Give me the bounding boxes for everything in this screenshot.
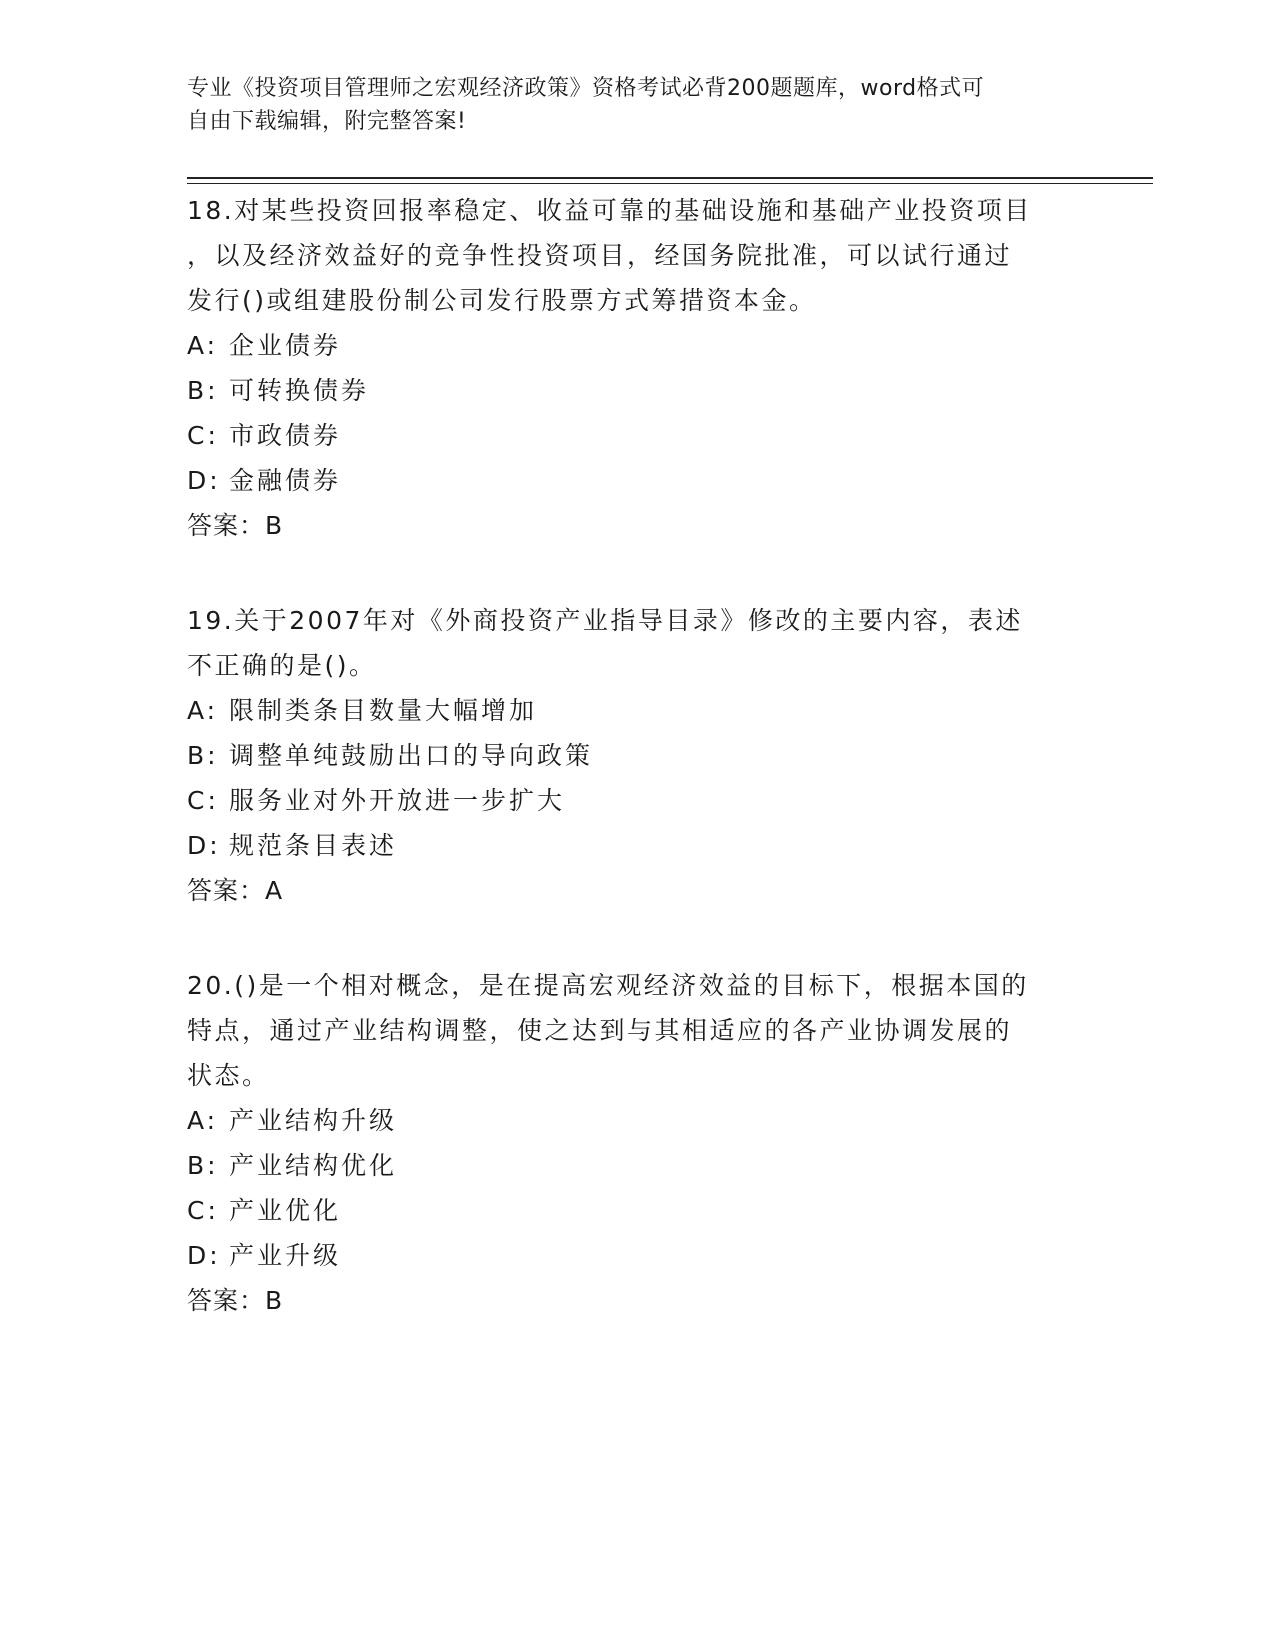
option-b: [187, 733, 1087, 778]
header-rule-thick: [187, 177, 1153, 179]
option-letter: B:: [187, 741, 219, 770]
option-c: [187, 778, 1087, 823]
option-b: [187, 1143, 1087, 1188]
option-letter: B:: [187, 376, 219, 405]
header-line-2: 自由下载编辑，附完整答案!: [187, 109, 467, 134]
option-letter: A:: [187, 1106, 219, 1135]
question-18: [187, 188, 1087, 548]
question-stem-line: 特点，通过产业结构调整，使之达到与其相适应的各产业协调发展的: [187, 1016, 1013, 1045]
option-a: [187, 1098, 1087, 1143]
header-line-1: 专业《投资项目管理师之宏观经济政策》资格考试必背200题题库，word格式可: [187, 76, 985, 101]
question-19: [187, 598, 1087, 913]
header-rule-thin: [187, 183, 1153, 184]
option-a: [187, 323, 1087, 368]
question-stem-line: 发行()或组建股份制公司发行股票方式筹措资本金。: [187, 286, 817, 315]
answer-line: 答案：A: [187, 876, 284, 905]
option-text: 市政债券: [229, 421, 342, 450]
option-d: [187, 458, 1087, 503]
option-text: 金融债券: [229, 466, 342, 495]
option-text: 产业升级: [229, 1241, 342, 1270]
option-text: 产业结构优化: [229, 1151, 398, 1180]
option-a: [187, 688, 1087, 733]
option-letter: C:: [187, 786, 219, 815]
question-stem-line: 状态。: [187, 1061, 270, 1090]
answer-line: 答案：B: [187, 511, 284, 540]
option-letter: D:: [187, 466, 221, 495]
question-stem-line: 20.()是一个相对概念，是在提高宏观经济效益的目标下，根据本国的: [187, 971, 1029, 1000]
option-letter: A:: [187, 331, 219, 360]
option-text: 产业结构升级: [229, 1106, 398, 1135]
question-stem-line: 不正确的是()。: [187, 651, 377, 680]
option-d: [187, 823, 1087, 868]
question-stem-line: 18.对某些投资回报率稳定、收益可靠的基础设施和基础产业投资项目: [187, 196, 1032, 225]
option-letter: C:: [187, 1196, 219, 1225]
option-letter: C:: [187, 421, 219, 450]
option-text: 可转换债券: [229, 376, 370, 405]
option-letter: A:: [187, 696, 219, 725]
option-letter: D:: [187, 831, 221, 860]
answer-line: 答案：B: [187, 1286, 284, 1315]
option-text: 企业债券: [229, 331, 342, 360]
option-letter: D:: [187, 1241, 221, 1270]
option-b: [187, 368, 1087, 413]
option-text: 服务业对外开放进一步扩大: [229, 786, 566, 815]
question-stem-line: 19.关于2007年对《外商投资产业指导目录》修改的主要内容，表述: [187, 606, 1023, 635]
question-stem-line: ，以及经济效益好的竞争性投资项目，经国务院批准，可以试行通过: [187, 241, 1013, 270]
question-20: [187, 963, 1087, 1323]
option-c: [187, 1188, 1087, 1233]
option-text: 调整单纯鼓励出口的导向政策: [229, 741, 594, 770]
option-letter: B:: [187, 1151, 219, 1180]
document-header: [187, 72, 1067, 138]
option-text: 产业优化: [229, 1196, 342, 1225]
option-d: [187, 1233, 1087, 1278]
option-text: 限制类条目数量大幅增加: [229, 696, 538, 725]
option-text: 规范条目表述: [229, 831, 398, 860]
option-c: [187, 413, 1087, 458]
